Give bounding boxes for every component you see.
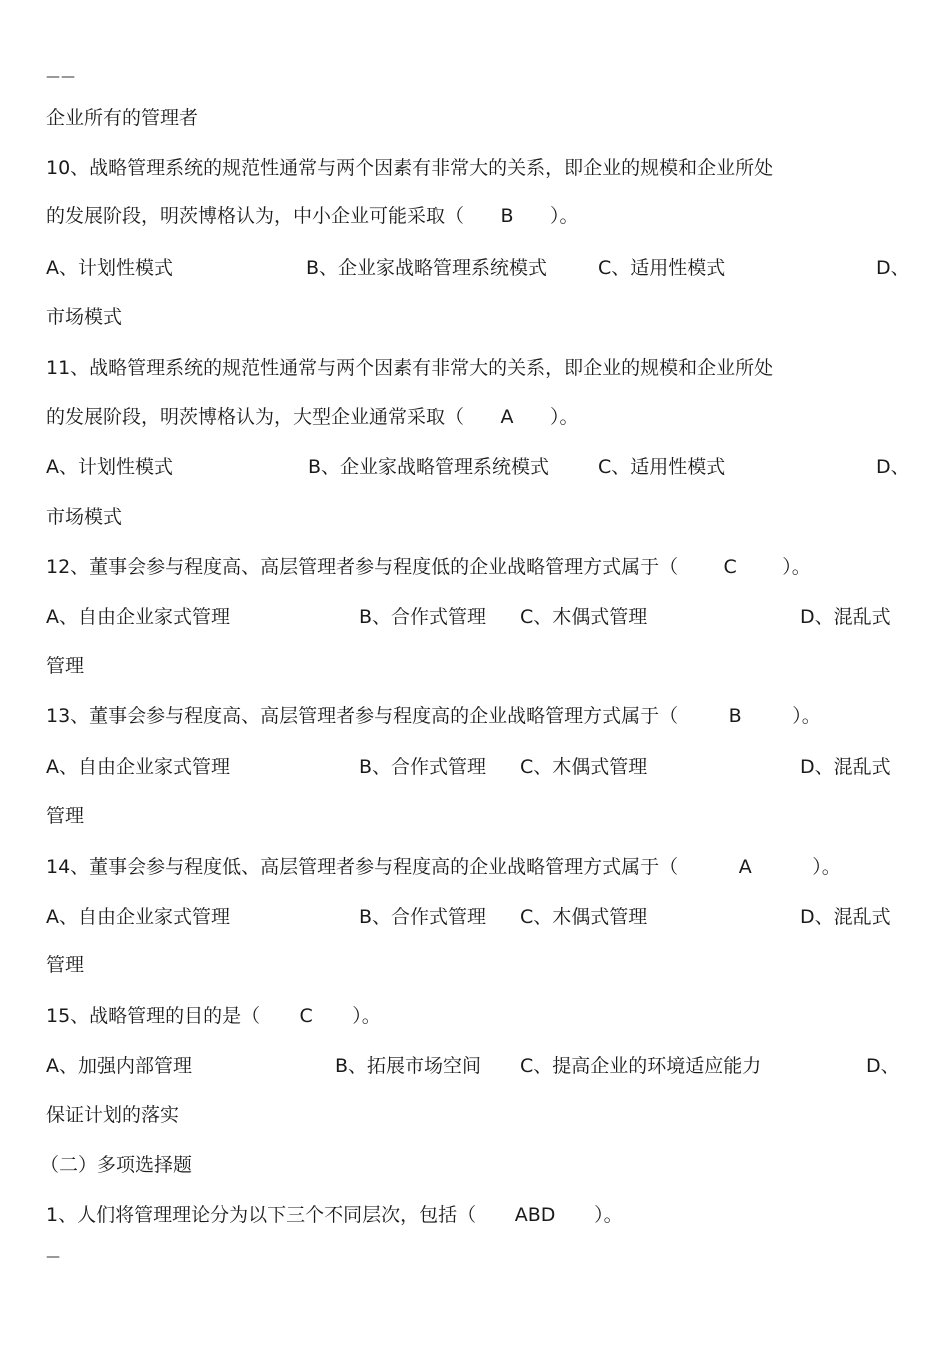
question-11-option-a: A、计划性模式	[46, 456, 173, 478]
question-11-option-d-wrap: 市场模式	[46, 506, 123, 528]
question-11-line1: 11、战略管理系统的规范性通常与两个因素有非常大的关系，即企业的规模和企业所处	[46, 357, 774, 379]
question-14-option-c: C、木偶式管理	[520, 906, 648, 928]
question-13-option-d: D、混乱式	[800, 756, 891, 778]
question-11-option-c: C、适用性模式	[598, 456, 726, 478]
question-15-line1	[46, 1004, 381, 1028]
question-13-option-c: C、木偶式管理	[520, 756, 648, 778]
question-12-option-c: C、木偶式管理	[520, 606, 648, 628]
question-10-line1: 10、战略管理系统的规范性通常与两个因素有非常大的关系，即企业的规模和企业所处	[46, 157, 774, 179]
question-13-line1	[46, 704, 821, 728]
question-10-options	[46, 256, 910, 280]
question-13-prefix: 13、董事会参与程度高、高层管理者参与程度高的企业战略管理方式属于（	[46, 705, 679, 727]
question-10-option-d: D、	[876, 257, 910, 279]
question-12-prefix: 12、董事会参与程度高、高层管理者参与程度低的企业战略管理方式属于（	[46, 556, 679, 578]
question-10-answer: B	[500, 205, 514, 227]
multi-question-1-line1	[46, 1203, 623, 1227]
page-top-mark: ——	[46, 69, 76, 85]
question-12-line1	[46, 555, 811, 579]
question-15-prefix: 15、战略管理的目的是（	[46, 1005, 261, 1027]
question-12-options	[46, 605, 906, 629]
question-12-option-d-wrap: 管理	[46, 655, 85, 677]
question-13-suffix: ）。	[792, 705, 821, 727]
question-10-option-a: A、计划性模式	[46, 257, 173, 279]
question-11-option-b: B、企业家战略管理系统模式	[308, 456, 550, 478]
intro-line: 企业所有的管理者	[46, 107, 199, 129]
question-11-options	[46, 455, 910, 479]
section-heading: （二）多项选择题	[40, 1154, 193, 1176]
question-15-options	[46, 1054, 906, 1078]
question-10-prefix: 的发展阶段，明茨博格认为，中小企业可能采取（	[46, 205, 465, 227]
question-12-option-a: A、自由企业家式管理	[46, 606, 230, 628]
multi-question-1-suffix: ）。	[594, 1204, 623, 1226]
question-12-answer: C	[723, 556, 737, 578]
question-15-suffix: ）。	[352, 1005, 381, 1027]
question-13-option-b: B、合作式管理	[359, 756, 487, 778]
question-13-options	[46, 755, 906, 779]
question-11-prefix: 的发展阶段，明茨博格认为，大型企业通常采取（	[46, 406, 465, 428]
question-15-answer: C	[299, 1005, 313, 1027]
question-14-options	[46, 905, 906, 929]
question-12-option-d: D、混乱式	[800, 606, 891, 628]
question-14-option-a: A、自由企业家式管理	[46, 906, 230, 928]
question-14-line1	[46, 855, 841, 879]
question-10-option-c: C、适用性模式	[598, 257, 726, 279]
question-11-option-d: D、	[876, 456, 910, 478]
question-14-option-d-wrap: 管理	[46, 954, 85, 976]
question-13-option-a: A、自由企业家式管理	[46, 756, 230, 778]
question-11-line2	[46, 405, 579, 429]
question-12-suffix: ）。	[782, 556, 811, 578]
multi-question-1-prefix: 1、人们将管理理论分为以下三个不同层次，包括（	[46, 1204, 477, 1226]
question-14-option-b: B、合作式管理	[359, 906, 487, 928]
question-15-option-d-wrap: 保证计划的落实	[46, 1104, 180, 1126]
question-13-answer: B	[728, 705, 742, 727]
question-14-option-d: D、混乱式	[800, 906, 891, 928]
question-15-option-d: D、	[866, 1055, 900, 1077]
question-10-option-b: B、企业家战略管理系统模式	[306, 257, 548, 279]
question-14-prefix: 14、董事会参与程度低、高层管理者参与程度高的企业战略管理方式属于（	[46, 856, 679, 878]
question-10-option-d-wrap: 市场模式	[46, 306, 123, 328]
question-13-option-d-wrap: 管理	[46, 805, 85, 827]
page-bottom-mark: —	[46, 1249, 61, 1265]
question-15-option-c: C、提高企业的环境适应能力	[520, 1055, 762, 1077]
question-14-answer: A	[738, 856, 752, 878]
question-10-line2	[46, 204, 579, 228]
question-15-option-b: B、拓展市场空间	[335, 1055, 482, 1077]
question-10-suffix: ）。	[550, 205, 579, 227]
question-14-suffix: ）。	[812, 856, 841, 878]
multi-question-1-answer: ABD	[514, 1204, 556, 1226]
question-15-option-a: A、加强内部管理	[46, 1055, 192, 1077]
question-11-suffix: ）。	[550, 406, 579, 428]
question-12-option-b: B、合作式管理	[359, 606, 487, 628]
question-11-answer: A	[500, 406, 514, 428]
